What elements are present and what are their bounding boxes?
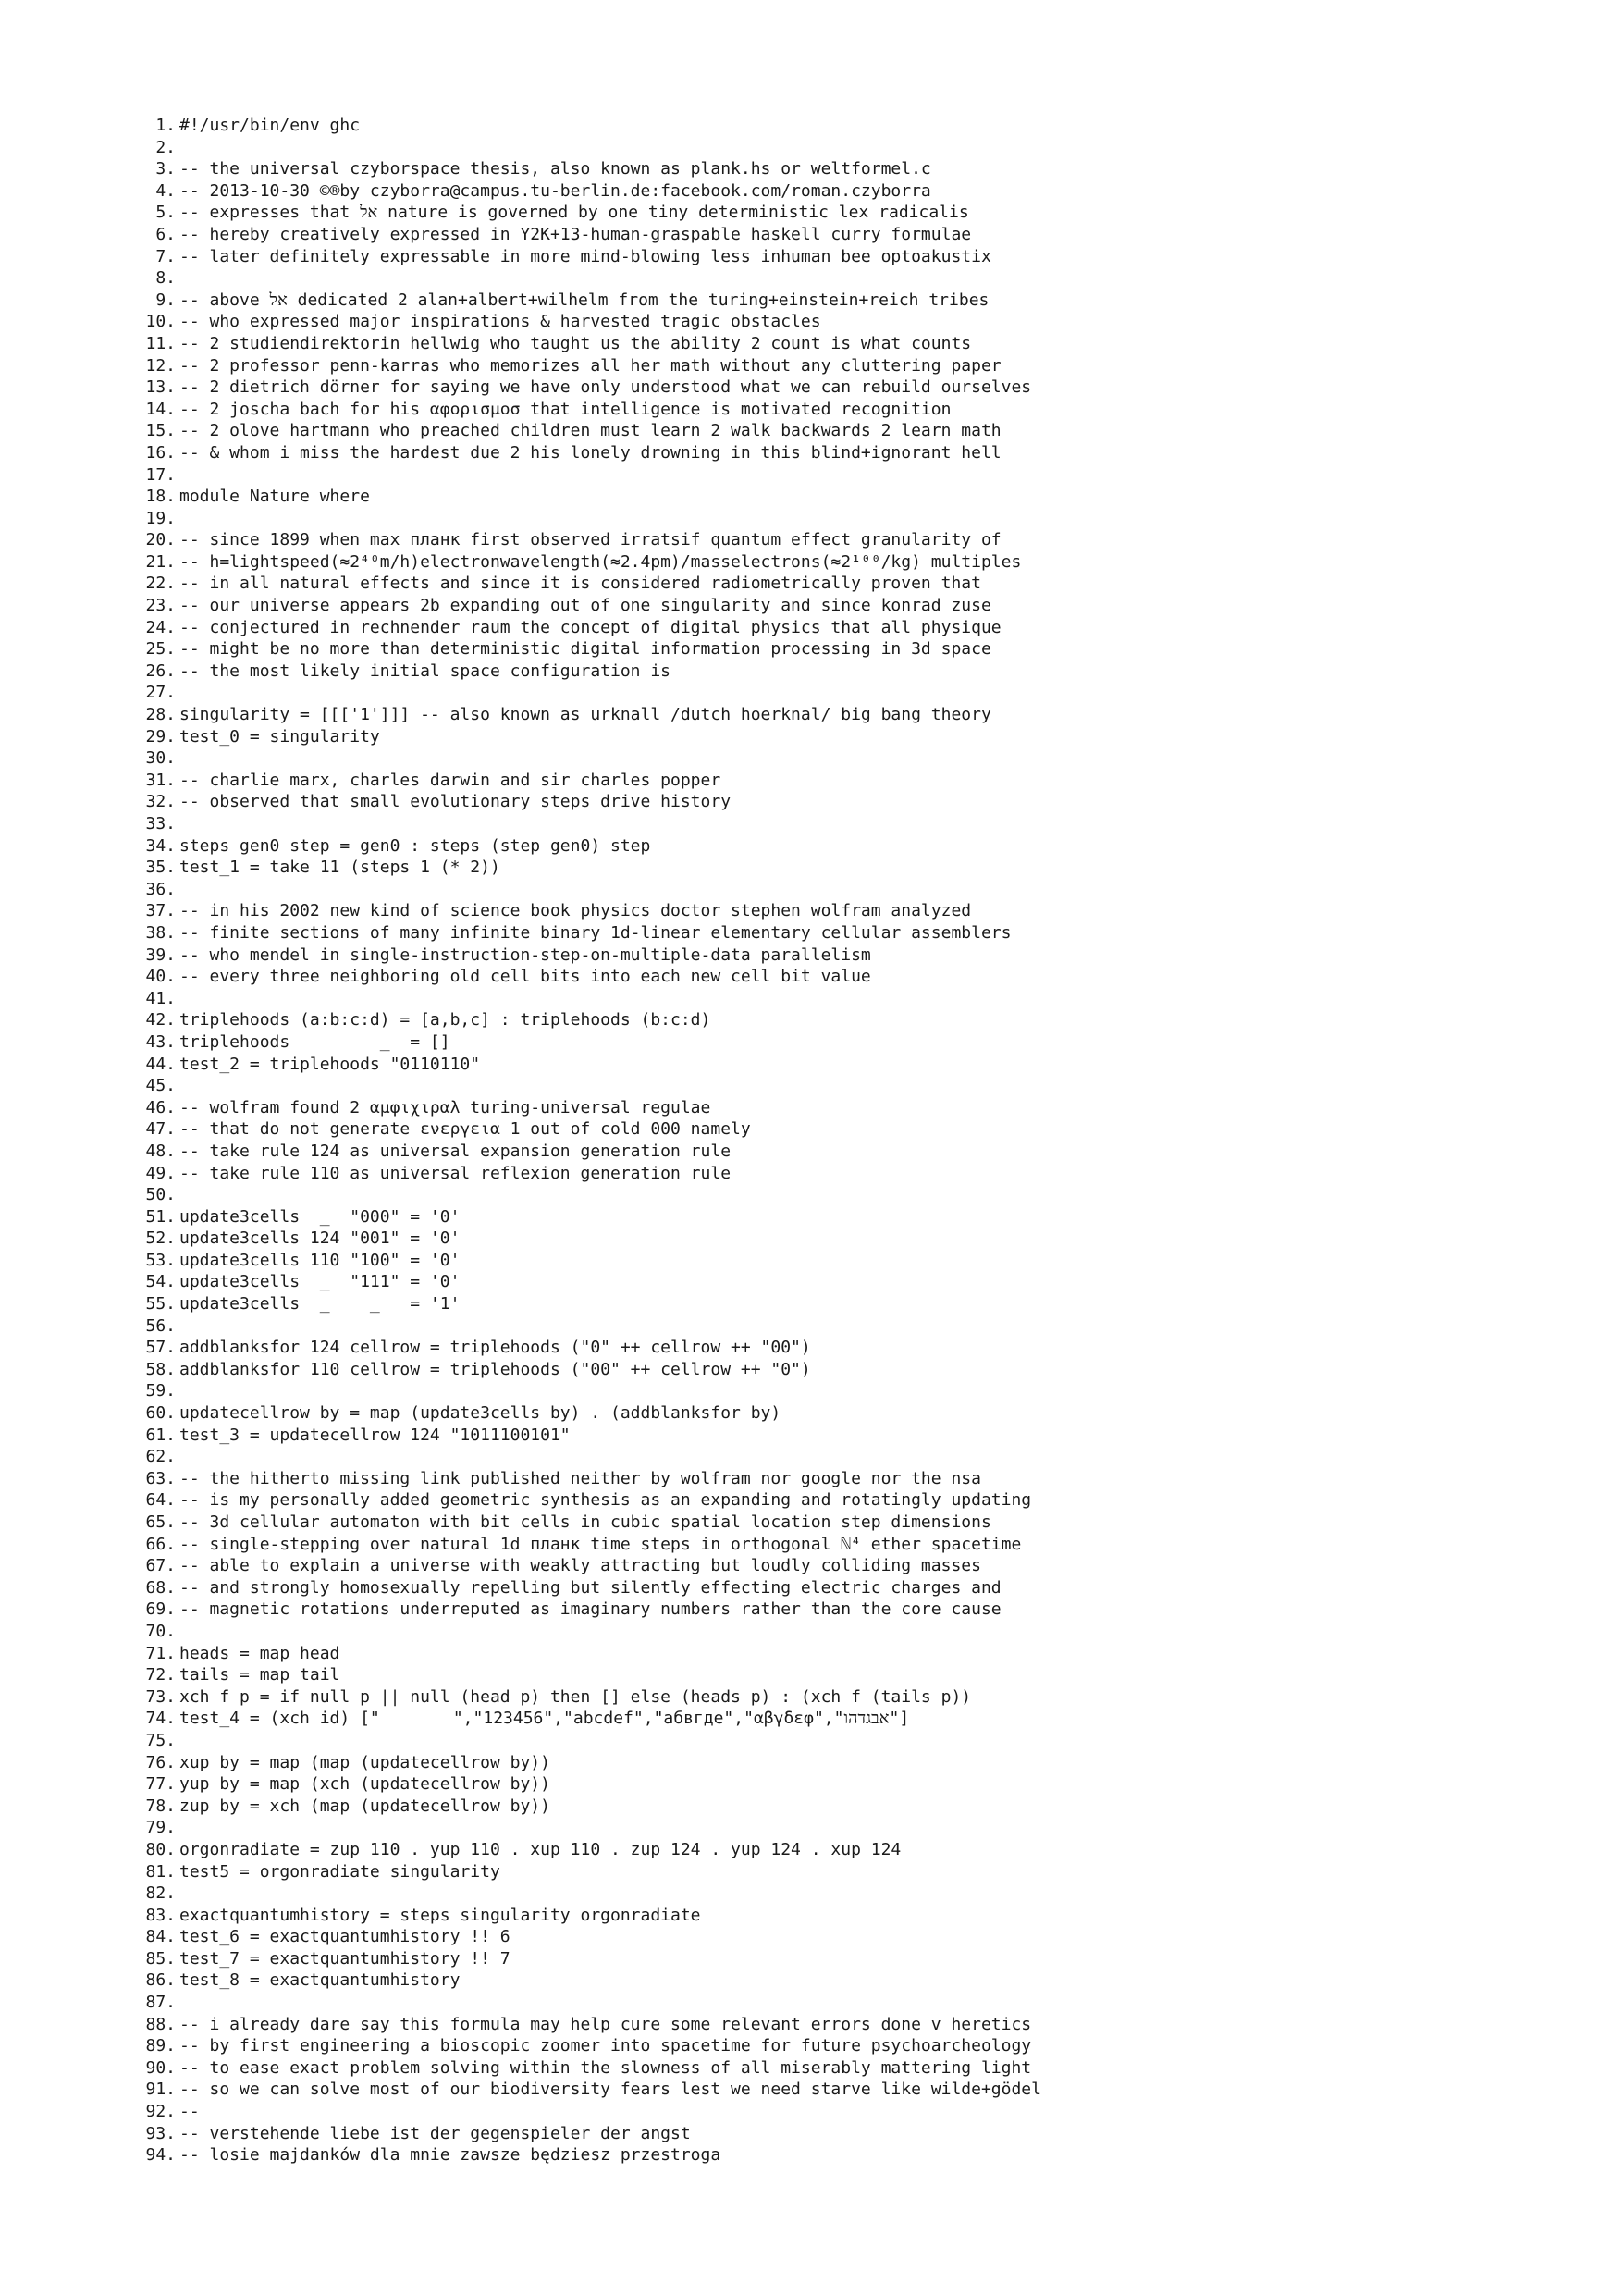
line-number: 58. <box>145 1359 176 1379</box>
line-number: 2. <box>155 137 176 157</box>
code-line <box>137 1293 1580 1315</box>
line-number: 40. <box>145 967 176 987</box>
code-line <box>137 682 1580 704</box>
code-line <box>137 137 1580 159</box>
line-number: 14. <box>145 399 176 419</box>
code-line <box>137 2035 1580 2057</box>
code-line <box>137 442 1580 464</box>
line-number: 92. <box>145 2102 176 2122</box>
line-number: 17. <box>145 464 176 485</box>
line-number: 57. <box>145 1338 176 1358</box>
code-line <box>137 660 1580 683</box>
line-text: -- losie majdanków dla mnie zawsze będziesz przestroga <box>179 2145 721 2166</box>
line-text: -- 2 studiendirektorin hellwig who taught us the ability 2 count is what counts <box>179 333 972 353</box>
code-line <box>137 726 1580 748</box>
line-text: triplehoods (a:b:c:d) = [a,b,c] : triplehoods (b:c:d) <box>179 1010 711 1031</box>
line-number: 22. <box>145 574 176 594</box>
code-line <box>137 1163 1580 1185</box>
code-line <box>137 508 1580 530</box>
line-text: update3cells 110 "100" = '0' <box>179 1250 461 1270</box>
line-number: 65. <box>145 1512 176 1532</box>
line-number: 48. <box>145 1141 176 1161</box>
code-line <box>137 1752 1580 1774</box>
code-line <box>137 180 1580 203</box>
line-text: -- take rule 124 as universal expansion generation rule <box>179 1141 732 1161</box>
line-number: 88. <box>145 2014 176 2034</box>
line-number: 29. <box>145 726 176 747</box>
line-number: 56. <box>145 1315 176 1336</box>
line-text: -- might be no more than deterministic digital information processing in 3d space <box>179 639 991 660</box>
line-text: -- in all natural effects and since it is considered radiometrically proven that <box>179 574 981 594</box>
line-text: test_6 = exactquantumhistory !! 6 <box>179 1927 510 1947</box>
line-text: -- 2 joscha bach for his αφορισμοσ that intelligence is motivated recognition <box>179 399 952 419</box>
line-text: -- our universe appears 2b expanding out of one singularity and since konrad zuse <box>179 596 991 616</box>
line-number: 38. <box>145 922 176 943</box>
code-line <box>137 944 1580 967</box>
line-text: -- magnetic rotations underreputed as imaginary numbers rather than the core cause <box>179 1599 1002 1620</box>
line-text: -- 3d cellular automaton with bit cells in cubic spatial location step dimensions <box>179 1512 991 1532</box>
line-number: 54. <box>145 1272 176 1292</box>
line-text: -- hereby creatively expressed in Y2K+13-human-graspable haskell curry formulae <box>179 224 972 244</box>
line-text: -- so we can solve most of our biodiversity fears lest we need starve like wilde+gödel <box>179 2080 1041 2100</box>
code-line <box>137 1555 1580 1577</box>
line-text: -- finite sections of many infinite binary 1d-linear elementary cellular assemblers <box>179 922 1012 943</box>
code-line <box>137 376 1580 399</box>
line-text: addblanksfor 110 cellrow = triplehoods ("00" ++ cellrow ++ "0") <box>179 1359 811 1379</box>
code-line <box>137 158 1580 180</box>
code-line <box>137 420 1580 442</box>
line-number: 16. <box>145 442 176 463</box>
code-line <box>137 1315 1580 1338</box>
line-number: 19. <box>145 508 176 528</box>
code-line <box>137 835 1580 858</box>
code-line <box>137 551 1580 574</box>
line-text: update3cells 124 "001" = '0' <box>179 1228 461 1249</box>
line-text: -- in his 2002 new kind of science book physics doctor stephen wolfram analyzed <box>179 901 972 921</box>
code-line <box>137 966 1580 988</box>
line-text: -- the most likely initial space configuration is <box>179 660 671 681</box>
line-number: 55. <box>145 1294 176 1315</box>
code-line <box>137 1425 1580 1447</box>
line-number: 67. <box>145 1556 176 1576</box>
code-line <box>137 922 1580 944</box>
code-line <box>137 1141 1580 1163</box>
line-number: 51. <box>145 1206 176 1227</box>
line-number: 13. <box>145 377 176 398</box>
line-number: 79. <box>145 1818 176 1838</box>
line-number: 63. <box>145 1468 176 1488</box>
line-text: test_3 = updatecellrow 124 "1011100101" <box>179 1425 571 1445</box>
line-text: -- is my personally added geometric synthesis as an expanding and rotatingly updating <box>179 1490 1032 1511</box>
line-number: 86. <box>145 1970 176 1991</box>
line-text: -- above אל dedicated 2 alan+albert+wilhelm from the turing+einstein+reich tribes <box>179 290 990 310</box>
code-line <box>137 1621 1580 1643</box>
line-text: test_1 = take 11 (steps 1 (* 2)) <box>179 858 500 878</box>
code-line <box>137 1031 1580 1054</box>
line-number: 91. <box>145 2080 176 2100</box>
line-number: 36. <box>145 879 176 899</box>
line-number: 35. <box>145 858 176 878</box>
code-line <box>137 2014 1580 2036</box>
line-number: 31. <box>145 770 176 790</box>
line-number: 84. <box>145 1927 176 1947</box>
line-number: 53. <box>145 1250 176 1270</box>
code-line <box>137 1948 1580 1970</box>
line-number: 81. <box>145 1861 176 1882</box>
line-text: update3cells _ _ = '1' <box>179 1294 461 1315</box>
line-text: -- able to explain a universe with weakly attracting but loudly colliding masses <box>179 1556 981 1576</box>
code-line <box>137 1773 1580 1796</box>
code-line <box>137 1184 1580 1206</box>
line-text: test_8 = exactquantumhistory <box>179 1970 461 1991</box>
line-text: zup by = xch (map (updatecellrow by)) <box>179 1796 550 1816</box>
line-text: -- i already dare say this formula may help cure some relevant errors done v heretics <box>179 2014 1032 2034</box>
line-number: 64. <box>145 1490 176 1511</box>
line-number: 10. <box>145 312 176 332</box>
line-number: 11. <box>145 333 176 353</box>
code-line <box>137 1839 1580 1861</box>
line-number: 21. <box>145 551 176 572</box>
code-line <box>137 2144 1580 2166</box>
code-line <box>137 1905 1580 1927</box>
line-text: -- since 1899 when max планк first observed irratsif quantum effect granularity of <box>179 530 1002 550</box>
line-number: 18. <box>145 487 176 507</box>
code-line <box>137 1512 1580 1534</box>
code-line <box>137 399 1580 421</box>
line-text: -- & whom i miss the hardest due 2 his lonely drowning in this blind+ignorant hell <box>179 442 1002 463</box>
code-line <box>137 1577 1580 1599</box>
line-text: test_0 = singularity <box>179 726 380 747</box>
code-line <box>137 1054 1580 1076</box>
line-number: 45. <box>145 1076 176 1096</box>
line-text: -- later definitely expressable in more mind-blowing less inhuman bee optoakustix <box>179 246 991 266</box>
code-line <box>137 224 1580 246</box>
line-text: -- wolfram found 2 αμφιχιραλ turing-universal regulae <box>179 1097 711 1117</box>
line-text: singularity = [[['1']]] -- also known as urknall /dutch hoerknal/ big bang theory <box>179 705 991 725</box>
line-number: 85. <box>145 1948 176 1969</box>
line-number: 72. <box>145 1665 176 1685</box>
code-line <box>137 202 1580 224</box>
code-line <box>137 1228 1580 1250</box>
line-number: 24. <box>145 617 176 637</box>
code-line <box>137 1861 1580 1883</box>
line-number: 42. <box>145 1010 176 1031</box>
line-number: 71. <box>145 1643 176 1663</box>
line-text: test_4 = (xch id) ["⠀⠀⠀⠀⠀⠀","123456","abcdef","абвгде","αβγδεφ","אבגדהו"] <box>179 1709 910 1729</box>
code-line <box>137 1271 1580 1293</box>
line-number: 3. <box>155 159 176 179</box>
line-text: -- expresses that אל nature is governed by one tiny deterministic lex radicalis <box>179 203 969 223</box>
line-number: 69. <box>145 1599 176 1620</box>
line-number: 47. <box>145 1119 176 1140</box>
line-number: 74. <box>145 1709 176 1729</box>
line-number: 32. <box>145 792 176 812</box>
line-number: 20. <box>145 530 176 550</box>
line-number: 4. <box>155 180 176 201</box>
line-text: -- conjectured in rechnender raum the concept of digital physics that all physique <box>179 617 1002 637</box>
line-text: heads = map head <box>179 1643 340 1663</box>
line-number: 33. <box>145 814 176 833</box>
line-text: -- every three neighboring old cell bits into each new cell bit value <box>179 967 871 987</box>
code-line <box>137 333 1580 355</box>
line-number: 68. <box>145 1577 176 1598</box>
line-text: updatecellrow by = map (update3cells by) . (addblanksfor by) <box>179 1403 781 1424</box>
line-number: 61. <box>145 1425 176 1445</box>
line-text: #!/usr/bin/env ghc <box>179 116 361 135</box>
line-text: tails = map tail <box>179 1665 340 1685</box>
line-text: module Nature where <box>179 487 370 507</box>
code-line <box>137 857 1580 879</box>
line-number: 12. <box>145 355 176 376</box>
line-text: test_2 = triplehoods "0110110" <box>179 1054 481 1074</box>
code-line <box>137 595 1580 617</box>
line-text: xup by = map (map (updatecellrow by)) <box>179 1752 550 1772</box>
code-line <box>137 1882 1580 1905</box>
line-number: 50. <box>145 1185 176 1205</box>
code-line <box>137 988 1580 1010</box>
line-number: 5. <box>155 203 176 223</box>
code-line <box>137 1468 1580 1490</box>
line-number: 26. <box>145 660 176 681</box>
line-number: 30. <box>145 748 176 769</box>
line-text: orgonradiate = zup 110 . yup 110 . xup 110 . zup 124 . yup 124 . xup 124 <box>179 1839 902 1859</box>
code-line <box>137 747 1580 770</box>
code-line <box>137 464 1580 487</box>
line-text: test5 = orgonradiate singularity <box>179 1861 500 1882</box>
line-number: 23. <box>145 596 176 616</box>
line-number: 49. <box>145 1163 176 1183</box>
line-number: 76. <box>145 1752 176 1772</box>
line-number: 41. <box>145 988 176 1008</box>
code-line <box>137 1686 1580 1709</box>
code-line <box>137 1009 1580 1031</box>
code-listing <box>137 115 1580 2166</box>
code-line <box>137 1446 1580 1468</box>
code-line <box>137 1730 1580 1752</box>
code-line <box>137 1534 1580 1556</box>
code-line <box>137 1926 1580 1948</box>
line-text: steps gen0 step = gen0 : steps (step gen0) step <box>179 835 651 856</box>
line-number: 66. <box>145 1534 176 1554</box>
code-line <box>137 1097 1580 1119</box>
line-text: -- 2 professor penn-karras who memorizes all her math without any cluttering paper <box>179 355 1002 376</box>
code-line <box>137 813 1580 835</box>
line-number: 89. <box>145 2036 176 2056</box>
line-number: 75. <box>145 1730 176 1750</box>
line-text: update3cells _ "111" = '0' <box>179 1272 461 1292</box>
line-text: -- 2 olove hartmann who preached children must learn 2 walk backwards 2 learn math <box>179 421 1002 441</box>
line-text: -- the hitherto missing link published neither by wolfram nor google nor the nsa <box>179 1468 981 1488</box>
code-line <box>137 1250 1580 1272</box>
line-number: 59. <box>145 1381 176 1401</box>
line-number: 8. <box>155 268 176 289</box>
line-text: -- h=lightspeed(≈2⁴⁰m/h)electronwavelength(≈2.4pm)/masselectrons(≈2¹⁰⁰/kg) multiples <box>179 551 1022 572</box>
line-number: 9. <box>155 290 176 310</box>
code-line <box>137 2123 1580 2145</box>
code-line <box>137 1380 1580 1402</box>
line-text: -- who mendel in single-instruction-step-on-multiple-data parallelism <box>179 944 871 965</box>
code-line <box>137 2057 1580 2080</box>
code-line <box>137 573 1580 595</box>
code-line <box>137 1337 1580 1359</box>
line-text: -- and strongly homosexually repelling but silently effecting electric charges and <box>179 1577 1002 1598</box>
code-line <box>137 290 1580 312</box>
code-line <box>137 1206 1580 1228</box>
line-text: -- who expressed major inspirations & harvested tragic obstacles <box>179 312 821 332</box>
line-number: 70. <box>145 1621 176 1641</box>
line-text: -- to ease exact problem solving within the slowness of all miserably mattering light <box>179 2057 1032 2078</box>
code-line <box>137 1992 1580 2014</box>
line-number: 25. <box>145 639 176 660</box>
code-line <box>137 770 1580 792</box>
code-line <box>137 529 1580 551</box>
line-text: -- observed that small evolutionary steps drive history <box>179 792 732 812</box>
line-text: -- that do not generate ενεργεια 1 out of cold 000 namely <box>179 1119 751 1140</box>
line-text: -- charlie marx, charles darwin and sir charles popper <box>179 770 721 790</box>
line-text: xch f p = if null p || null (head p) then [] else (heads p) : (xch f (tails p)) <box>179 1686 972 1707</box>
code-line <box>137 1118 1580 1141</box>
code-line <box>137 1489 1580 1512</box>
code-line <box>137 900 1580 922</box>
line-text: yup by = map (xch (updatecellrow by)) <box>179 1774 550 1795</box>
line-number: 60. <box>145 1403 176 1424</box>
line-number: 1. <box>155 116 176 135</box>
line-number: 6. <box>155 224 176 244</box>
code-line <box>137 1817 1580 1839</box>
line-text: -- 2 dietrich dörner for saying we have only understood what we can rebuild ourselves <box>179 377 1032 398</box>
line-number: 73. <box>145 1686 176 1707</box>
line-text: -- <box>179 2102 200 2122</box>
code-line <box>137 355 1580 377</box>
line-number: 87. <box>145 1993 176 2013</box>
line-text: update3cells _ "000" = '0' <box>179 1206 461 1227</box>
code-line <box>137 791 1580 813</box>
line-number: 52. <box>145 1228 176 1249</box>
line-number: 78. <box>145 1796 176 1816</box>
code-line <box>137 1359 1580 1381</box>
line-number: 43. <box>145 1031 176 1052</box>
line-number: 37. <box>145 901 176 921</box>
line-number: 82. <box>145 1883 176 1904</box>
line-text: -- single-stepping over natural 1d планк time steps in orthogonal ℕ⁴ ether spacetime <box>179 1534 1022 1554</box>
line-text: test_7 = exactquantumhistory !! 7 <box>179 1948 510 1969</box>
line-text: triplehoods _ = [] <box>179 1031 450 1052</box>
line-text: exactquantumhistory = steps singularity orgonradiate <box>179 1905 701 1925</box>
line-number: 80. <box>145 1839 176 1859</box>
code-line <box>137 704 1580 726</box>
line-number: 94. <box>145 2145 176 2166</box>
code-line <box>137 1664 1580 1686</box>
code-line <box>137 879 1580 901</box>
code-line <box>137 1708 1580 1730</box>
code-line <box>137 267 1580 290</box>
code-line <box>137 1599 1580 1621</box>
line-text: -- by first engineering a bioscopic zoomer into spacetime for future psychoarcheology <box>179 2036 1032 2056</box>
line-number: 90. <box>145 2057 176 2078</box>
code-line <box>137 638 1580 660</box>
line-text: -- the universal czyborspace thesis, also known as plank.hs or weltformel.c <box>179 159 931 179</box>
line-number: 34. <box>145 835 176 856</box>
code-line <box>137 1075 1580 1097</box>
code-line <box>137 617 1580 639</box>
code-line <box>137 115 1580 137</box>
line-number: 28. <box>145 705 176 725</box>
code-line <box>137 2101 1580 2123</box>
code-line <box>137 1402 1580 1425</box>
code-line <box>137 486 1580 508</box>
line-number: 7. <box>155 246 176 266</box>
code-line <box>137 1969 1580 1992</box>
line-number: 83. <box>145 1905 176 1925</box>
code-line <box>137 2079 1580 2101</box>
line-number: 27. <box>145 683 176 703</box>
line-number: 46. <box>145 1097 176 1117</box>
line-number: 44. <box>145 1054 176 1074</box>
line-text: -- verstehende liebe ist der gegenspieler der angst <box>179 2123 691 2143</box>
code-line <box>137 311 1580 333</box>
line-number: 39. <box>145 944 176 965</box>
line-text: -- 2013-10-30 ©®by czyborra@campus.tu-berlin.de:facebook.com/roman.czyborra <box>179 180 931 201</box>
code-line <box>137 246 1580 268</box>
line-text: addblanksfor 124 cellrow = triplehoods ("0" ++ cellrow ++ "00") <box>179 1338 811 1358</box>
code-line <box>137 1796 1580 1818</box>
line-number: 77. <box>145 1774 176 1795</box>
line-number: 15. <box>145 421 176 441</box>
line-text: -- take rule 110 as universal reflexion generation rule <box>179 1163 732 1183</box>
code-line <box>137 1643 1580 1665</box>
line-number: 62. <box>145 1447 176 1467</box>
line-number: 93. <box>145 2123 176 2143</box>
